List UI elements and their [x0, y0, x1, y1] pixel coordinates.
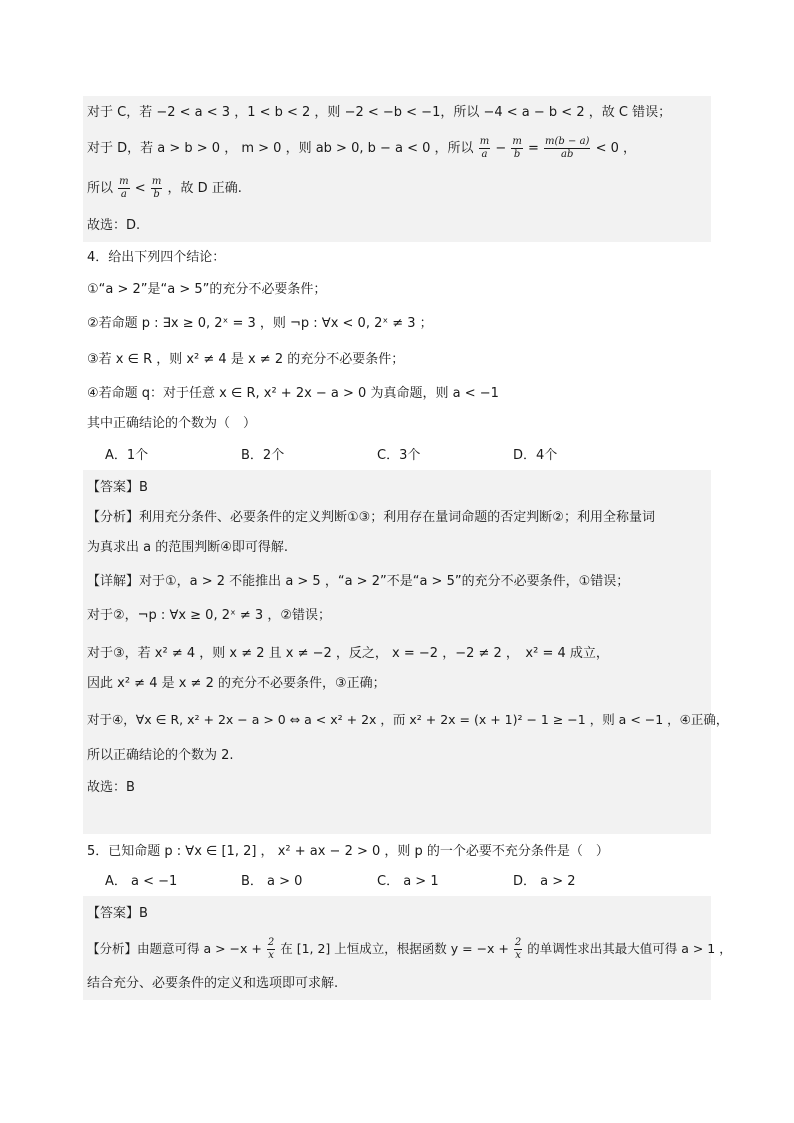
q4-stem: 4．给出下列四个结论： — [87, 250, 226, 265]
q5-option-c: C． a > 1 — [377, 874, 439, 889]
q4-detail-line3: 对于③，若 x² ≠ 4 ，则 x ≠ 2 且 x ≠ −2 ，反之， x = −2 ，−2 ≠ 2 ， x² = 4 成立， — [87, 646, 609, 661]
q4-detail-line2: 对于②，¬p : ∀x ≥ 0, 2ˣ ≠ 3 ，②错误； — [87, 608, 331, 623]
q3-option-d-analysis-line1: 对于 D，若 a > b > 0 ， m > 0 ，则 ab > 0, b − a < 0 ，所以 $\frac{m}{a}$ − $\frac{m}{b}$ = $\frac{m(b - a)}{ab}$ < 0 ， — [87, 136, 637, 160]
q4-detail-line6: 所以正确结论的个数为 2. — [87, 748, 234, 763]
q4-conclusion-3: ③若 x ∈ R ，则 x² ≠ 4 是 x ≠ 2 的充分不必要条件； — [87, 352, 405, 367]
q5-stem: 5．已知命题 p : ∀x ∈ [1, 2] ， x² + ax − 2 > 0 ，则 p 的一个必要不充分条件是（ ） — [87, 844, 609, 859]
q4-conclusion-4: ④若命题 q：对于任意 x ∈ R, x² + 2x − a > 0 为真命题，则 a < −1 — [87, 386, 499, 401]
q4-conclusion-1: ①“a > 2”是“a > 5”的充分不必要条件； — [87, 282, 327, 297]
q5-option-d: D． a > 2 — [513, 874, 576, 889]
q4-detail-line1: 【详解】对于①，a > 2 不能推出 a > 5 ，“a > 2”不是“a > 5”的充分不必要条件，①错误； — [87, 574, 630, 589]
q5-options — [83, 872, 733, 892]
q5-answer: 【答案】B — [87, 906, 148, 921]
q4-detail-line4: 因此 x² ≠ 4 是 x ≠ 2 的充分不必要条件，③正确； — [87, 676, 386, 691]
q3-d-text-pre: 对于 D，若 a > b > 0 ， m > 0 ，则 ab > 0, b − a < 0 ，所以 — [87, 141, 474, 156]
fraction-m-over-b-2: $\frac{m}{b}$ — [151, 176, 162, 200]
q4-answer: 【答案】B — [87, 480, 148, 495]
q3-final-answer: 故选：D. — [87, 218, 141, 233]
q5-analysis-line1: 【分析】由题意可得 a > −x + $\frac{2}{x}$ 在 [1, 2] 上恒成立，根据函数 y = −x + $\frac{2}{x}$ 的单调性求出其最大值可得 a > 1 ， — [87, 937, 732, 961]
q4-option-b: B．2个 — [241, 448, 285, 463]
q4-detail-line5: 对于④，∀x ∈ R, x² + 2x − a > 0 ⇔ a < x² + 2x ，而 x² + 2x = (x + 1)² − 1 ≥ −1 ，则 a < −1 ，④正确， — [87, 712, 729, 727]
fraction-m-over-a-2: $\frac{m}{a}$ — [119, 176, 129, 200]
q4-analysis-line2: 为真求出 a 的范围判断④即可得解. — [87, 540, 289, 555]
q5-analysis-line2: 结合充分、必要条件的定义和选项即可求解. — [87, 976, 339, 991]
fraction-m-over-a: $\frac{m}{a}$ — [479, 136, 490, 160]
fraction-difference: $\frac{m(b - a)}{ab}$ — [545, 136, 590, 160]
fraction-m-over-b: $\frac{m}{b}$ — [512, 136, 522, 160]
q4-question: 其中正确结论的个数为（ ） — [87, 416, 257, 431]
fraction-2-over-x-2: $\frac{2}{x}$ — [514, 937, 522, 961]
q3-option-c-analysis: 对于 C，若 −2 < a < 3 ，1 < b < 2 ，则 −2 < −b < −1，所以 −4 < a − b < 2 ，故 C 错误； — [87, 105, 672, 120]
q4-options — [83, 446, 733, 466]
q4-final-answer: 故选：B — [87, 780, 135, 795]
q5-option-a: A． a < −1 — [105, 874, 178, 889]
fraction-2-over-x: $\frac{2}{x}$ — [267, 937, 275, 961]
q3-option-d-analysis-line2: 所以 $\frac{m}{a}$ < $\frac{m}{b}$ ，故 D 正确. — [87, 176, 242, 200]
q5-option-b: B． a > 0 — [241, 874, 303, 889]
q4-option-d: D．4个 — [513, 448, 558, 463]
q4-option-a: A．1个 — [105, 448, 149, 463]
q4-conclusion-2: ②若命题 p : ∃x ≥ 0, 2ˣ = 3 ，则 ¬p : ∀x < 0, 2ˣ ≠ 3 ； — [87, 316, 433, 331]
q4-analysis-line1: 【分析】利用充分条件、必要条件的定义判断①③；利用存在量词命题的否定判断②；利用全称量词 — [87, 510, 655, 525]
q4-option-c: C．3个 — [377, 448, 421, 463]
